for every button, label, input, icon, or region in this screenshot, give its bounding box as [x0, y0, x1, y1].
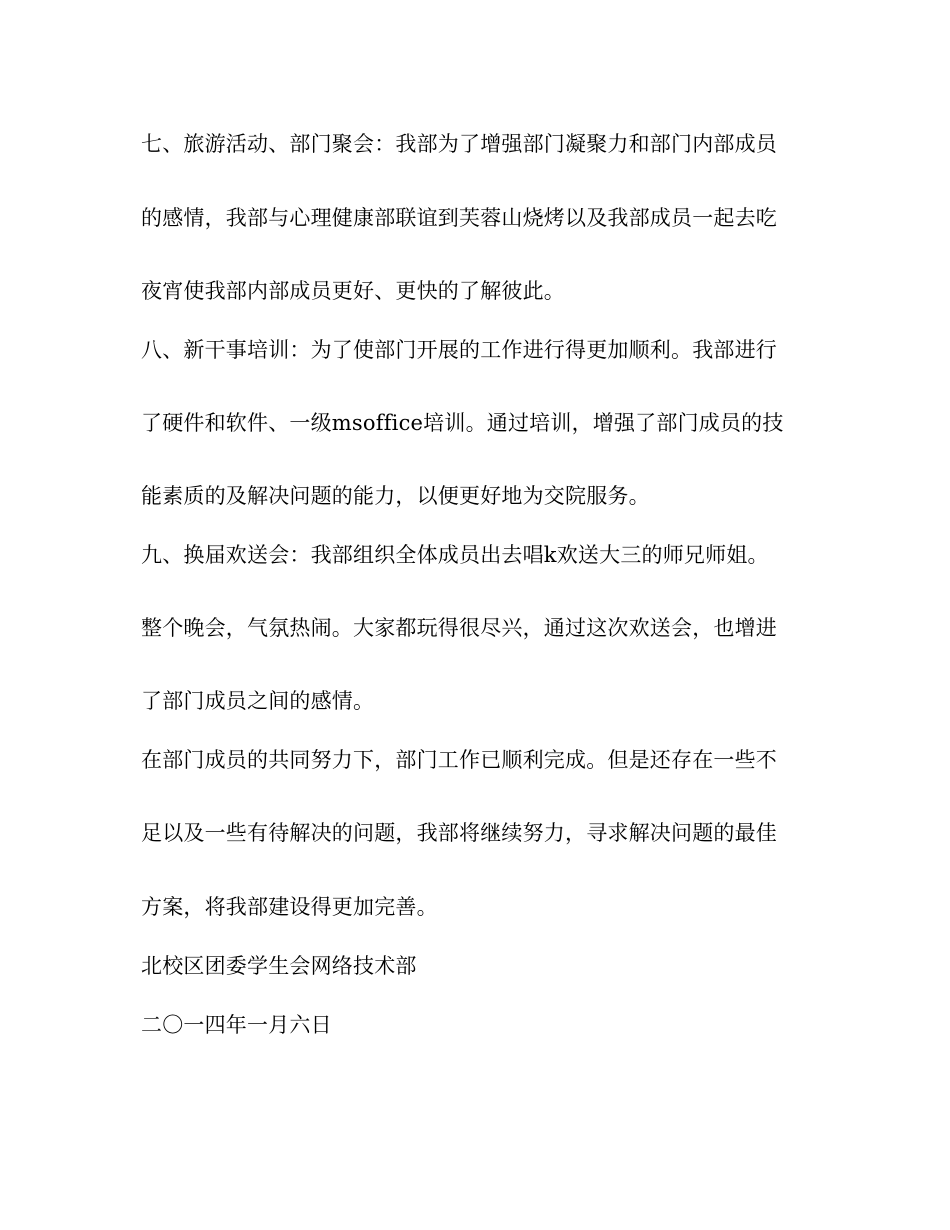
signature-department: 北校区团委学生会网络技术部	[141, 954, 417, 978]
paragraph-line: 足以及一些有待解决的问题，我部将继续努力，寻求解决问题的最佳	[141, 821, 777, 845]
paragraph-line: 了硬件和软件、一级msoffice培训。通过培训，增强了部门成员的技	[141, 411, 784, 435]
paragraph-line: 八、新干事培训：为了使部门开展的工作进行得更加顺利。我部进行	[141, 338, 777, 362]
paragraph-line: 了部门成员之间的感情。	[141, 689, 375, 713]
paragraph-line: 夜宵使我部内部成员更好、更快的了解彼此。	[141, 279, 565, 303]
paragraph-line: 的感情，我部与心理健康部联谊到芙蓉山烧烤以及我部成员一起去吃	[141, 206, 777, 230]
paragraph-line: 方案，将我部建设得更加完善。	[141, 895, 438, 919]
paragraph-line: 七、旅游活动、部门聚会：我部为了增强部门凝聚力和部门内部成员	[141, 132, 777, 156]
signature-date: 二〇一四年一月六日	[141, 1013, 332, 1037]
paragraph-line: 能素质的及解决问题的能力，以便更好地为交院服务。	[141, 484, 650, 508]
paragraph-line: 整个晚会，气氛热闹。大家都玩得很尽兴，通过这次欢送会，也增进	[141, 616, 777, 640]
paragraph-line: 在部门成员的共同努力下，部门工作已顺利完成。但是还存在一些不	[141, 748, 777, 772]
paragraph-line: 九、换届欢送会：我部组织全体成员出去唱k欢送大三的师兄师姐。	[141, 543, 769, 567]
